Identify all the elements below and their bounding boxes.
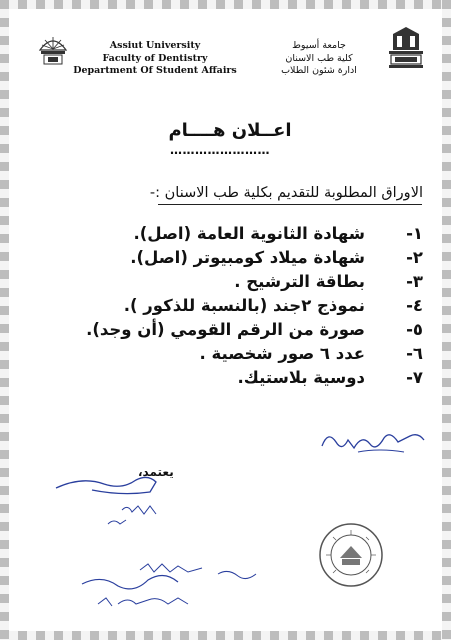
department-name-en: Department Of Student Affairs [73,65,237,76]
item-number: ١- [406,224,423,243]
item-text: نموذج ٢جند (بالنسبة للذكور ). [123,296,365,315]
signature-dean [52,470,162,530]
letterhead-arabic [249,40,389,78]
list-item [123,344,423,368]
faculty-name-ar: كلية طب الاسنان [285,52,353,64]
department-name-ar: ادارة شئون الطلاب [281,65,357,76]
list-item [86,320,423,344]
item-text: شهادة ميلاد كومبيوتر (اصل). [130,248,365,267]
title-dots: …………………… [170,143,270,157]
item-text: عدد ٦ صور شخصية . [199,344,365,363]
university-name-ar: جامعة أسيوط [292,40,346,51]
university-name-en: Assiut University [109,40,201,51]
page-border-right [442,0,451,640]
faculty-name-en: Faculty of Dentistry [102,52,208,64]
adopted-label: يعتمد، [138,465,174,479]
page-border-left [0,0,9,640]
item-text: شهادة الثانوية العامة (اصل). [133,224,365,243]
list-item [123,224,423,248]
item-number: ٢- [406,248,423,267]
item-number: ٣- [406,272,423,291]
item-number: ٥- [406,320,423,339]
heading-underline [158,204,422,205]
university-logo-icon [385,24,427,72]
required-papers-heading: الاوراق المطلوبة للتقديم بكلية طب الاسنان :- [149,185,423,201]
item-text: بطاقة الترشيح . [234,272,365,291]
list-item [123,272,423,296]
page-border-top [0,0,451,9]
page-border-bottom [0,631,451,640]
item-text: دوسية بلاستيك. [237,368,365,387]
item-number: ٦- [406,344,423,363]
list-item [123,296,423,320]
signature-unit-head [78,560,268,620]
item-number: ٤- [406,296,423,315]
letterhead-english [70,40,240,78]
item-text: صورة من الرقم القومي (أن وجد). [86,320,365,339]
announcement-title: اعــلان هــــام [168,120,292,141]
faculty-logo-icon [36,28,70,68]
signature-officer [318,422,428,458]
list-item [123,248,423,272]
required-papers-list [86,224,423,392]
list-item [123,368,423,392]
official-seal-icon [318,522,384,588]
item-number: ٧- [406,368,423,387]
